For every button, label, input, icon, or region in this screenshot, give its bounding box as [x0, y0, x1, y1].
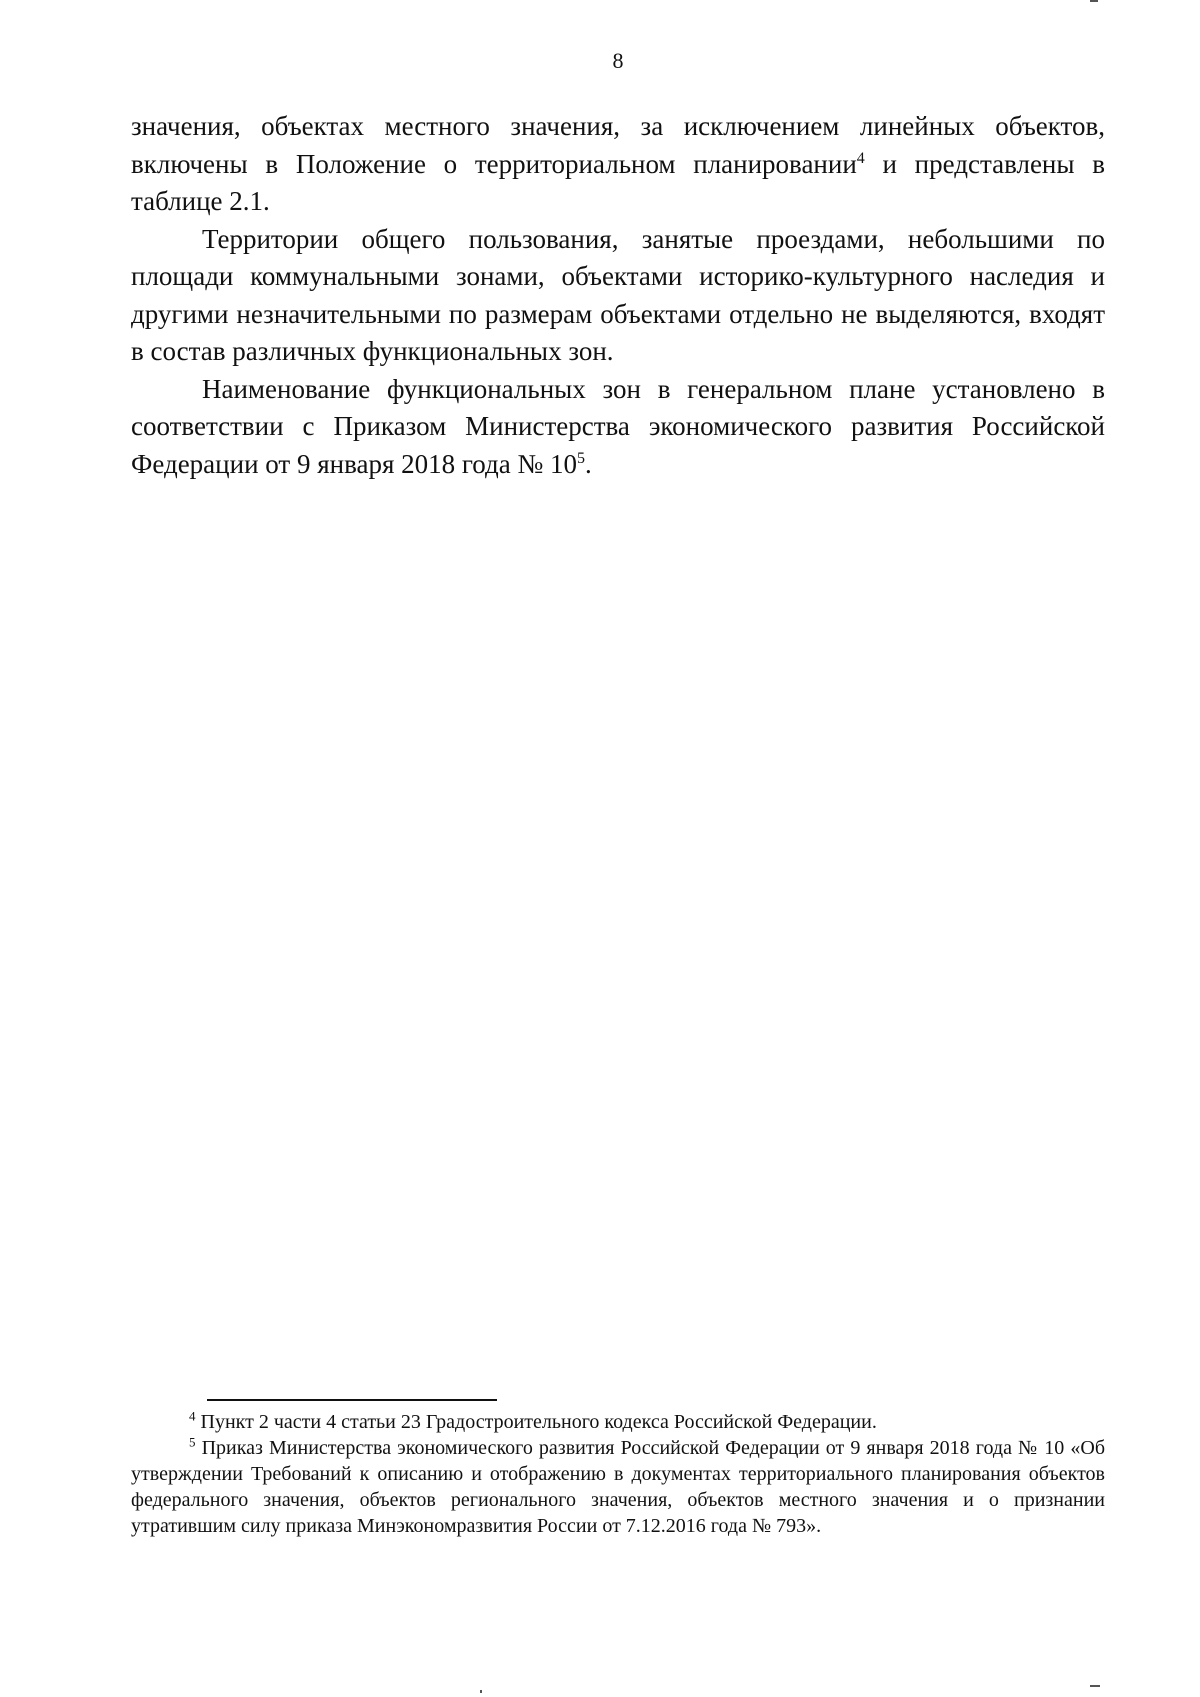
- paragraph-3-text: Наименование функциональных зон в генеральном плане установлено в соответствии с Приказом Министерства экономического развития Российской Федерации от 9 января 2018 года № 10: [131, 373, 1105, 479]
- paragraph-3-text-end: .: [584, 448, 592, 479]
- footnote-4-text: Пункт 2 части 4 статьи 23 Градостроительного кодекса Российской Федерации.: [195, 1411, 877, 1433]
- footnote-ref-4: 4: [856, 149, 865, 167]
- paragraph-1-text-end: и представлены в таблице 2.1.: [131, 148, 1105, 216]
- main-text: [131, 108, 1105, 483]
- footnote-separator: [207, 1399, 497, 1401]
- footnote-4-marker: 4: [189, 1408, 196, 1424]
- footnotes: [131, 1409, 1105, 1539]
- scan-speck: [1090, 1685, 1100, 1687]
- paragraph-1-text: значения, объектах местного значения, за исключением линейных объектов, включены в Положение о территориальном планировании: [131, 111, 1105, 179]
- scan-speck: [480, 1690, 482, 1693]
- scan-speck: [1090, 0, 1098, 2]
- footnote-ref-5: 5: [576, 449, 585, 467]
- paragraph-2: Территории общего пользования, занятые проездами, небольшими по площади коммунальными зонами, объектами историко-культурного наследия и другими незначительными по размерам объектами отдельно не выделяются, входят в состав различных функциональных зон.: [131, 223, 1105, 366]
- paragraph-1: [131, 108, 1105, 221]
- footnote-5: [131, 1435, 1105, 1539]
- footnote-5-marker: 5: [189, 1434, 196, 1450]
- page-number: 8: [612, 48, 624, 73]
- paragraph-3: [131, 371, 1105, 484]
- footnote-5-text: Приказ Министерства экономического развития Российской Федерации от 9 января 2018 года № 10 «Об утверждении Требований к описанию и отображению в документах территориального планирования объектов федерального значения, объектов регионального значения, объектов местного значения и о признании утратившим силу приказа Минэкономразвития России от 7.12.2016 года № 793».: [131, 1437, 1105, 1537]
- footnote-4: [131, 1409, 1105, 1435]
